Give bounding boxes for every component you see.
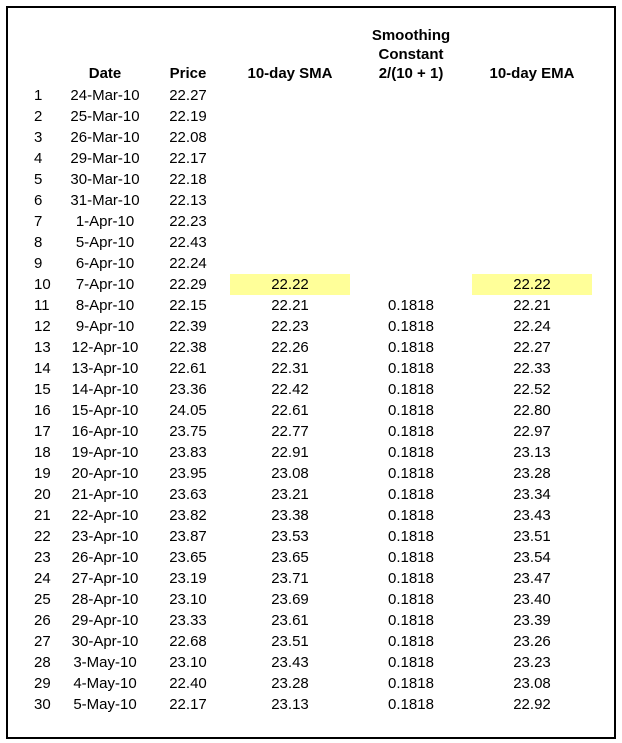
- ema-cell: 22.80: [513, 402, 551, 419]
- header-row: [30, 26, 600, 85]
- table-row: [30, 106, 600, 127]
- row-index: 24: [34, 570, 51, 587]
- smoothing-constant-cell: 0.1818: [388, 570, 434, 587]
- sma-cell: [222, 232, 358, 253]
- table-row: [30, 400, 600, 421]
- row-index: 16: [34, 402, 51, 419]
- date-cell: 24-Mar-10: [70, 87, 140, 104]
- smoothing-constant-cell: [358, 169, 464, 190]
- sma-cell: 22.91: [271, 444, 309, 461]
- price-cell: 22.61: [169, 360, 207, 377]
- ema-cell: [464, 211, 600, 232]
- sma-cell: 22.77: [271, 423, 309, 440]
- table-row: [30, 589, 600, 610]
- sma-cell: 22.21: [271, 297, 309, 314]
- price-cell: 22.08: [169, 129, 207, 146]
- date-cell: 16-Apr-10: [71, 423, 139, 440]
- ema-cell: 23.28: [513, 465, 551, 482]
- sma-cell: 23.28: [271, 675, 309, 692]
- row-index: 26: [34, 612, 51, 629]
- smoothing-constant-cell: 0.1818: [388, 486, 434, 503]
- sma-cell: 23.53: [271, 528, 309, 545]
- price-cell: 23.87: [169, 528, 207, 545]
- row-index: 8: [34, 234, 43, 251]
- price-cell: 23.36: [169, 381, 207, 398]
- price-cell: 22.15: [169, 297, 207, 314]
- table-row: [30, 568, 600, 589]
- table-row: [30, 505, 600, 526]
- date-cell: 8-Apr-10: [75, 297, 135, 314]
- ema-cell: 23.26: [513, 633, 551, 650]
- ema-cell: 22.52: [513, 381, 551, 398]
- sma-cell: 22.42: [271, 381, 309, 398]
- date-cell: 27-Apr-10: [71, 570, 139, 587]
- ema-cell: 23.13: [513, 444, 551, 461]
- date-cell: 30-Mar-10: [70, 171, 140, 188]
- row-index: 5: [34, 171, 43, 188]
- ema-cell: [464, 169, 600, 190]
- sma-cell: 23.38: [271, 507, 309, 524]
- sma-cell: [222, 190, 358, 211]
- sma-cell: 23.43: [271, 654, 309, 671]
- price-cell: 23.10: [169, 654, 207, 671]
- row-index: 11: [34, 297, 50, 314]
- date-cell: 21-Apr-10: [71, 486, 139, 503]
- index-header: [30, 26, 56, 85]
- ema-cell: [464, 85, 600, 106]
- date-cell: 22-Apr-10: [71, 507, 139, 524]
- smoothing-constant-cell: 0.1818: [388, 675, 434, 692]
- row-index: 22: [34, 528, 51, 545]
- row-index: 19: [34, 465, 51, 482]
- ema-cell: 23.23: [513, 654, 551, 671]
- table-row: [30, 547, 600, 568]
- smoothing-constant-cell: 0.1818: [388, 696, 434, 713]
- smoothing-constant-cell: 0.1818: [388, 360, 434, 377]
- table-row: [30, 232, 600, 253]
- smoothing-constant-cell: [358, 190, 464, 211]
- sma-cell: 23.71: [271, 570, 309, 587]
- sma-cell-highlighted: 22.22: [230, 274, 350, 295]
- table-row: [30, 148, 600, 169]
- smoothing-constant-cell: 0.1818: [388, 528, 434, 545]
- row-index: 29: [34, 675, 51, 692]
- date-cell: 7-Apr-10: [75, 276, 135, 293]
- table-row: [30, 253, 600, 274]
- smoothing-header-line2: Constant: [378, 46, 444, 63]
- price-cell: 23.65: [169, 549, 207, 566]
- sma-cell: [222, 253, 358, 274]
- smoothing-constant-cell: 0.1818: [388, 381, 434, 398]
- ema-cell: 22.21: [513, 297, 551, 314]
- sma-cell: 23.69: [271, 591, 309, 608]
- table-row: [30, 631, 600, 652]
- row-index: 12: [34, 318, 51, 335]
- row-index: 9: [34, 255, 43, 272]
- smoothing-constant-cell: [358, 253, 464, 274]
- sma-cell: [222, 148, 358, 169]
- date-cell: 23-Apr-10: [71, 528, 139, 545]
- date-cell: 5-Apr-10: [75, 234, 135, 251]
- smoothing-constant-header: [358, 26, 464, 85]
- date-cell: 29-Mar-10: [70, 150, 140, 167]
- date-cell: 29-Apr-10: [71, 612, 139, 629]
- row-index: 13: [34, 339, 51, 356]
- smoothing-constant-cell: 0.1818: [388, 402, 434, 419]
- date-cell: 5-May-10: [73, 696, 137, 713]
- row-index: 28: [34, 654, 51, 671]
- table-row: [30, 169, 600, 190]
- price-cell: 22.40: [169, 675, 207, 692]
- table-row: [30, 463, 600, 484]
- date-header: Date: [88, 65, 122, 82]
- sma-cell: [222, 85, 358, 106]
- smoothing-constant-cell: 0.1818: [388, 654, 434, 671]
- ema-cell: [464, 190, 600, 211]
- sma-cell: 23.51: [271, 633, 309, 650]
- smoothing-constant-cell: 0.1818: [388, 444, 434, 461]
- date-cell: 14-Apr-10: [71, 381, 139, 398]
- ema-cell: [464, 148, 600, 169]
- sma-cell: 22.61: [271, 402, 309, 419]
- table-row: [30, 211, 600, 232]
- price-cell: 22.17: [169, 696, 207, 713]
- ema-calculation-table: [30, 26, 600, 715]
- smoothing-constant-cell: 0.1818: [388, 465, 434, 482]
- row-index: 10: [34, 276, 51, 293]
- sma-cell: [222, 106, 358, 127]
- price-cell: 23.63: [169, 486, 207, 503]
- date-cell: 6-Apr-10: [75, 255, 135, 272]
- date-cell: 26-Mar-10: [70, 129, 140, 146]
- table-row: [30, 610, 600, 631]
- table-row: [30, 358, 600, 379]
- date-cell: 31-Mar-10: [70, 192, 140, 209]
- price-cell: 23.10: [169, 591, 207, 608]
- table-row: [30, 442, 600, 463]
- ema-cell: 23.40: [513, 591, 551, 608]
- ema-cell: 22.33: [513, 360, 551, 377]
- ema-cell: 22.97: [513, 423, 551, 440]
- table-row: [30, 316, 600, 337]
- sma-cell: [222, 211, 358, 232]
- ema-cell: 23.47: [513, 570, 551, 587]
- date-cell: 19-Apr-10: [71, 444, 139, 461]
- ema-cell: 22.27: [513, 339, 551, 356]
- row-index: 1: [34, 87, 43, 104]
- date-cell: 4-May-10: [73, 675, 137, 692]
- row-index: 2: [34, 108, 43, 125]
- sma-cell: [222, 274, 358, 295]
- table-row: [30, 85, 600, 106]
- price-cell: 22.19: [169, 108, 207, 125]
- price-cell: 22.38: [169, 339, 207, 356]
- price-cell: 23.95: [169, 465, 207, 482]
- date-cell: 1-Apr-10: [75, 213, 135, 230]
- sma-cell: 23.08: [271, 465, 309, 482]
- date-cell: 12-Apr-10: [71, 339, 139, 356]
- smoothing-constant-cell: 0.1818: [388, 612, 434, 629]
- smoothing-constant-cell: [358, 85, 464, 106]
- smoothing-header-line3: 2/(10 + 1): [378, 65, 444, 82]
- ema-cell: 23.08: [513, 675, 551, 692]
- sma-cell: 23.65: [271, 549, 309, 566]
- row-index: 18: [34, 444, 51, 461]
- smoothing-constant-cell: 0.1818: [388, 507, 434, 524]
- row-index: 6: [34, 192, 43, 209]
- smoothing-constant-cell: [358, 148, 464, 169]
- price-cell: 22.39: [169, 318, 207, 335]
- smoothing-constant-cell: 0.1818: [388, 339, 434, 356]
- ema-cell: 23.43: [513, 507, 551, 524]
- smoothing-constant-cell: [358, 211, 464, 232]
- date-cell: 25-Mar-10: [70, 108, 140, 125]
- price-cell: 22.18: [169, 171, 207, 188]
- price-cell: 23.19: [169, 570, 207, 587]
- price-header: Price: [169, 65, 207, 82]
- table-row: [30, 421, 600, 442]
- table-row: [30, 652, 600, 673]
- row-index: 15: [34, 381, 51, 398]
- table-row: [30, 484, 600, 505]
- ema-cell: 23.39: [513, 612, 551, 629]
- ema-cell: [464, 232, 600, 253]
- date-cell: 15-Apr-10: [71, 402, 139, 419]
- ema-cell: [464, 274, 600, 295]
- table-row: [30, 673, 600, 694]
- smoothing-constant-cell: [358, 106, 464, 127]
- ema-cell-highlighted: 22.22: [472, 274, 592, 295]
- price-cell: 23.83: [169, 444, 207, 461]
- row-index: 17: [34, 423, 51, 440]
- smoothing-constant-cell: 0.1818: [388, 591, 434, 608]
- date-cell: 26-Apr-10: [71, 549, 139, 566]
- sma-header: 10-day SMA: [247, 65, 333, 82]
- table-frame: [6, 6, 616, 739]
- table-row: [30, 190, 600, 211]
- sma-cell: 23.21: [271, 486, 309, 503]
- ema-cell: 22.24: [513, 318, 551, 335]
- row-index: 14: [34, 360, 51, 377]
- price-cell: 22.43: [169, 234, 207, 251]
- price-cell: 22.23: [169, 213, 207, 230]
- table-row: [30, 274, 600, 295]
- ema-cell: 23.34: [513, 486, 551, 503]
- row-index: 20: [34, 486, 51, 503]
- table-row: [30, 127, 600, 148]
- ema-header: 10-day EMA: [489, 65, 575, 82]
- row-index: 7: [34, 213, 43, 230]
- row-index: 23: [34, 549, 51, 566]
- smoothing-header-line1: Smoothing: [371, 27, 451, 44]
- smoothing-constant-cell: [358, 127, 464, 148]
- ema-cell: 23.54: [513, 549, 551, 566]
- sma-cell: 22.31: [271, 360, 309, 377]
- row-index: 25: [34, 591, 51, 608]
- smoothing-constant-cell: 0.1818: [388, 297, 434, 314]
- price-cell: 23.33: [169, 612, 207, 629]
- ema-cell: [464, 253, 600, 274]
- smoothing-constant-cell: 0.1818: [388, 423, 434, 440]
- ema-cell: 22.92: [513, 696, 551, 713]
- price-cell: 23.75: [169, 423, 207, 440]
- price-cell: 22.17: [169, 150, 207, 167]
- smoothing-constant-cell: 0.1818: [388, 633, 434, 650]
- row-index: 27: [34, 633, 51, 650]
- sma-cell: 22.23: [271, 318, 309, 335]
- row-index: 21: [34, 507, 51, 524]
- sma-cell: 23.61: [271, 612, 309, 629]
- date-cell: 20-Apr-10: [71, 465, 139, 482]
- price-cell: 22.29: [169, 276, 207, 293]
- table-row: [30, 337, 600, 358]
- row-index: 4: [34, 150, 43, 167]
- row-index: 30: [34, 696, 51, 713]
- row-index: 3: [34, 129, 43, 146]
- price-cell: 22.27: [169, 87, 207, 104]
- sma-cell: [222, 169, 358, 190]
- smoothing-constant-cell: 0.1818: [388, 549, 434, 566]
- date-cell: 13-Apr-10: [71, 360, 139, 377]
- table-row: [30, 295, 600, 316]
- price-cell: 24.05: [169, 402, 207, 419]
- price-cell: 22.68: [169, 633, 207, 650]
- smoothing-constant-cell: [358, 232, 464, 253]
- table-row: [30, 379, 600, 400]
- smoothing-constant-cell: [358, 274, 464, 295]
- date-cell: 9-Apr-10: [75, 318, 135, 335]
- price-cell: 23.82: [169, 507, 207, 524]
- ema-cell: [464, 127, 600, 148]
- table-row: [30, 526, 600, 547]
- ema-cell: [464, 106, 600, 127]
- sma-cell: 22.26: [271, 339, 309, 356]
- sma-cell: 23.13: [271, 696, 309, 713]
- sma-cell: [222, 127, 358, 148]
- ema-cell: 23.51: [513, 528, 551, 545]
- price-cell: 22.24: [169, 255, 207, 272]
- date-cell: 30-Apr-10: [71, 633, 139, 650]
- date-cell: 28-Apr-10: [71, 591, 139, 608]
- date-cell: 3-May-10: [73, 654, 137, 671]
- table-row: [30, 694, 600, 715]
- smoothing-constant-cell: 0.1818: [388, 318, 434, 335]
- price-cell: 22.13: [169, 192, 207, 209]
